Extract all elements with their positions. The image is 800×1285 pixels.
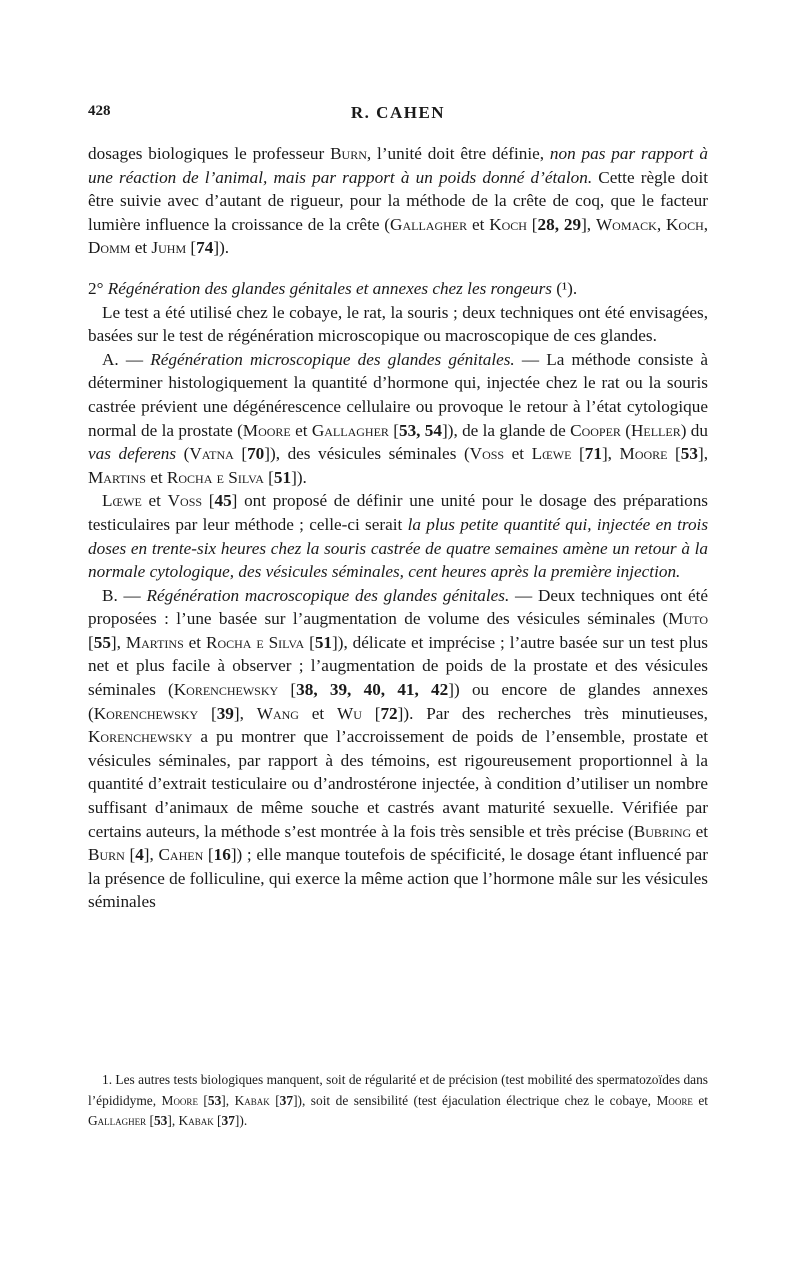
author-name: Moore xyxy=(656,1092,693,1108)
reference-number: 28, 29 xyxy=(537,214,582,234)
text-run: ], xyxy=(233,703,257,723)
reference-number: 72 xyxy=(380,703,398,723)
text-run: [ xyxy=(278,680,297,700)
text-run: [ xyxy=(571,444,585,464)
author-name: Womack xyxy=(595,214,657,234)
text-run: [ xyxy=(197,1092,208,1108)
author-name: Cahen xyxy=(158,845,204,865)
emphasized-text: vas deferens xyxy=(88,444,177,464)
text-run: [ xyxy=(203,845,214,865)
section-title: Régénération des glandes génitales et annexes chez les rongeurs xyxy=(107,278,552,298)
text-run: et xyxy=(692,1092,708,1108)
emphasized-text: non pas par rapport à une réaction de l’animal, mais par rapport à un poids donné d’étalon. xyxy=(88,144,708,187)
text-run: [ xyxy=(213,1113,222,1128)
text-run: [ xyxy=(304,632,315,652)
author-name: Heller xyxy=(630,420,681,440)
text-run: et xyxy=(691,821,709,841)
paragraph-2: Le test a été utilisé chez le cobaye, le rat, la souris ; deux techniques ont été envisagées, basées sur le test de régénération microscopique ou macroscopique de ces glandes. xyxy=(88,302,708,346)
text-run: , xyxy=(703,214,709,234)
text-run: ]). xyxy=(213,238,230,258)
reference-number: 53 xyxy=(153,1113,168,1128)
text-run: [ xyxy=(198,703,217,723)
text-run: — Deux techniques ont été proposées : l’une basée sur l’augmentation de volume des vésicules séminales ( xyxy=(88,585,708,629)
text-run: ], xyxy=(601,444,620,464)
reference-number: 53 xyxy=(207,1092,222,1108)
author-name: Koch xyxy=(665,214,704,234)
section-number: 2° xyxy=(88,278,104,298)
text-run: ) du xyxy=(680,420,708,440)
author-name: Kabak xyxy=(178,1113,214,1128)
author-name: Korenchewsky xyxy=(93,703,199,723)
text-run: , xyxy=(656,214,666,234)
author-name: Moore xyxy=(161,1092,198,1108)
section-heading xyxy=(88,277,708,301)
text-run: dosages biologiques le professeur xyxy=(88,144,331,163)
author-name: Moore xyxy=(242,420,291,440)
text-run: ( xyxy=(620,420,631,440)
text-run: et xyxy=(298,703,338,723)
reference-number: 51 xyxy=(273,467,292,487)
paragraph-3 xyxy=(88,348,708,490)
text-run: ]) ou encore de glandes annexes ( xyxy=(88,680,708,723)
author-name: Kabak xyxy=(234,1092,270,1108)
text-run: [ xyxy=(269,1092,280,1108)
author-name: Lœwe xyxy=(531,444,572,464)
text-run: et xyxy=(130,238,152,258)
reference-number: 53 xyxy=(680,444,698,464)
text-run: et xyxy=(504,444,532,464)
reference-number: 38, 39, 40, 41, 42 xyxy=(296,680,449,700)
body-text xyxy=(88,142,708,914)
author-name: Gallagher xyxy=(390,214,468,234)
text-run: ]), délicate et imprécise ; l’autre basée sur un test plus net et plus facile à observer ; l’augmentation de poids de la prostate et des vésicules séminales ( xyxy=(88,632,708,700)
text-run: ], xyxy=(221,1092,235,1108)
text-run: Cette règle doit être suivie avec d’autant de rigueur, pour la méthode de la crête de coq, que le facteur lumière influence la croissance de la crête ( xyxy=(88,167,708,234)
text-run: [ xyxy=(526,214,538,234)
reference-number: 71 xyxy=(584,444,602,464)
text-run: et xyxy=(290,420,312,440)
reference-number: 45 xyxy=(214,491,232,511)
reference-number: 70 xyxy=(247,444,265,464)
text-run: ( xyxy=(176,444,190,464)
text-run: A. — xyxy=(102,349,151,369)
author-name: Voss xyxy=(167,491,203,511)
text-run: ], xyxy=(697,444,709,464)
reference-number: 37 xyxy=(221,1113,235,1128)
author-name: Gallagher xyxy=(311,420,389,440)
reference-number: 55 xyxy=(93,632,111,652)
text-run: ]). xyxy=(291,467,307,487)
page-number: 428 xyxy=(88,103,111,119)
author-name: Lœwe xyxy=(102,491,142,511)
author-name: Bubring xyxy=(633,821,692,841)
reference-number: 39 xyxy=(216,703,234,723)
paragraph-1 xyxy=(88,142,708,260)
author-name: Rocha e Silva xyxy=(206,632,305,652)
author-name: Voss xyxy=(469,444,505,464)
author-name: Cooper xyxy=(570,420,621,440)
reference-number: 74 xyxy=(196,238,214,258)
text-run: [ xyxy=(146,1113,154,1128)
running-head: R. CAHEN xyxy=(350,103,446,122)
text-run: et xyxy=(145,467,167,487)
text-run: et xyxy=(141,491,168,511)
text-run: [ xyxy=(186,238,197,258)
paragraph-5 xyxy=(88,584,708,914)
author-name: Domm xyxy=(88,238,131,258)
emphasized-text: la plus petite quantité qui, injectée en trois doses en trente-six heures chez la souris castrée de quatre semaines amène un retour à la normale cytologique, des vésicules séminales, cent heures après la première injection. xyxy=(88,514,709,582)
text-run: ]), de la glande de xyxy=(442,420,571,440)
text-run: ] ont proposé de définir une unité pour le dosage des préparations testiculaires par leur méthode ; celle-ci serait xyxy=(88,491,708,534)
text-run: ], xyxy=(581,214,596,234)
text-run: ]). xyxy=(234,1113,248,1128)
text-run: ], xyxy=(167,1113,179,1128)
text-run: ], xyxy=(110,632,126,652)
paragraph-4 xyxy=(88,489,708,583)
text-run: [ xyxy=(88,632,94,652)
text-run: [ xyxy=(361,703,381,723)
author-name: Wang xyxy=(256,703,299,723)
reference-number: 4 xyxy=(135,845,144,865)
text-run: — La méthode consiste à déterminer histologiquement la quantité d’hormone qui, injectée chez le rat ou la souris castrée prévient une dégénérescence cellulaire ou provoque le retour à l’état cytologique normal de la prostate ( xyxy=(88,349,708,440)
author-name: Juhm xyxy=(151,238,187,258)
author-name: Gallagher xyxy=(88,1113,147,1128)
page-header xyxy=(88,103,708,127)
author-name: Vatna xyxy=(189,444,234,464)
text-run: ]), des vésicules séminales ( xyxy=(264,444,470,464)
text-run: [ xyxy=(233,444,248,464)
text-run: et xyxy=(467,214,490,234)
emphasized-text: Régénération macroscopique des glandes génitales. xyxy=(146,585,510,605)
footnotes xyxy=(88,1070,708,1132)
text-run: 1. Les autres tests biologiques manquent, soit de régularité et de précision (test mobilité des spermatozoïdes dans l’épididyme, xyxy=(88,1072,708,1108)
author-name: Korenchewsky xyxy=(173,680,279,700)
text-run: [ xyxy=(263,467,274,487)
text-run: [ xyxy=(388,420,399,440)
text-run: et xyxy=(183,632,206,652)
text-run: ]). Par des recherches très minutieuses, xyxy=(397,703,708,723)
text-run: [ xyxy=(124,845,136,865)
footnote-marker: (¹). xyxy=(556,278,578,298)
author-name: Korenchewsky xyxy=(88,727,193,747)
reference-number: 16 xyxy=(213,845,231,865)
footnote-1 xyxy=(88,1070,708,1132)
text-run: B. — xyxy=(102,585,147,605)
reference-number: 53, 54 xyxy=(398,420,442,440)
reference-number: 37 xyxy=(279,1092,294,1108)
author-name: Moore xyxy=(619,444,668,464)
author-name: Burn xyxy=(88,845,125,865)
author-name: Burn xyxy=(330,144,367,163)
author-name: Martins xyxy=(88,467,146,487)
text-run: [ xyxy=(202,491,215,511)
text-run: , l’unité doit être définie, xyxy=(366,144,550,163)
text-run: ]) ; elle manque toutefois de spécificité, le dosage étant influencé par la présence de folliculine, qui exerce la même action que l’hormone mâle sur les vésicules séminales xyxy=(88,845,708,912)
author-name: Martins xyxy=(125,632,184,652)
author-name: Koch xyxy=(489,214,527,234)
author-name: Rocha e Silva xyxy=(166,467,264,487)
text-run: a pu montrer que l’accroissement de poids de l’ensemble, prostate et vésicules séminales, par rapport à des témoins, est rigoureusement proportionnel à la quantité d’extrait testiculaire ou d’androstérone injectée, à condition d’utiliser un nombre suffisant d’animaux de même souche et castrés avant maturité sexuelle. Vérifiée par certains auteurs, la méthode s’est montrée à la fois très sensible et très précise ( xyxy=(88,727,708,841)
text-run: ]), soit de sensibilité (test éjaculation électrique chez le cobaye, xyxy=(293,1092,657,1108)
author-name: Muto xyxy=(668,609,708,629)
author-name: Wu xyxy=(337,703,362,723)
text-run: ], xyxy=(143,845,159,865)
text-run: [ xyxy=(667,444,681,464)
reference-number: 51 xyxy=(314,632,333,652)
emphasized-text: Régénération microscopique des glandes génitales. xyxy=(150,349,515,369)
